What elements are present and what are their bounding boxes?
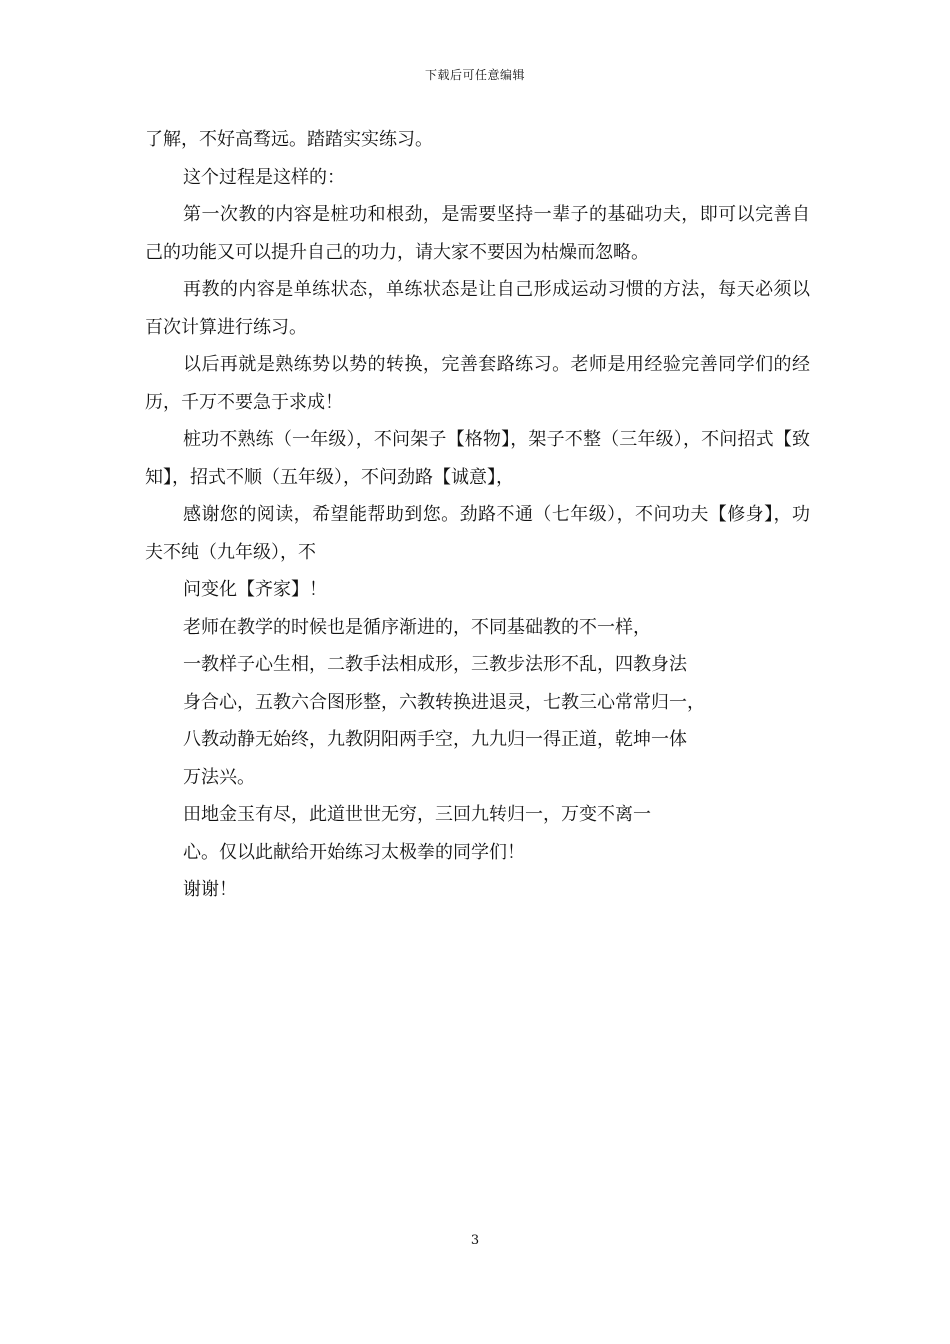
page-number: 3 xyxy=(470,1233,480,1248)
paragraph: 第一次教的内容是桩功和根劲，是需要坚持一辈子的基础功夫，即可以完善自己的功能又可以提升自己的功力，请大家不要因为枯燥而忽略。 xyxy=(145,204,810,263)
line: 心。仅以此献给开始练习太极拳的同学们！ xyxy=(183,841,525,863)
paragraph: 以后再就是熟练势以势的转换，完善套路练习。老师是用经验完善同学们的经历，千万不要急于求成！ xyxy=(145,354,810,413)
paragraph: 再教的内容是单练状态，单练状态是让自己形成运动习惯的方法，每天必须以百次计算进行练习。 xyxy=(145,279,810,338)
line: 万法兴。 xyxy=(183,766,255,788)
document-body xyxy=(145,121,810,909)
line: 一教样子心生相，二教手法相成形，三教步法形不乱，四教身法 xyxy=(183,654,687,675)
paragraph: 了解，不好高骛远。踏踏实实练习。 xyxy=(145,129,433,150)
line: 八教动静无始终，九教阴阳两手空，九九归一得正道，乾坤一体 xyxy=(183,729,687,750)
line: 谢谢！ xyxy=(183,879,237,900)
line: 身合心，五教六合图形整，六教转换进退灵，七教三心常常归一， xyxy=(183,691,705,713)
line: 问变化【齐家】！ xyxy=(183,579,327,600)
paragraph: 感谢您的阅读，希望能帮助到您。劲路不通（七年级），不问功夫【修身】，功夫不纯（九年级），不 xyxy=(145,504,810,563)
line: 老师在教学的时候也是循序渐进的，不同基础教的不一样， xyxy=(183,616,651,638)
paragraph: 桩功不熟练（一年级），不问架子【格物】，架子不整（三年级），不问招式【致知】，招式不顺（五年级），不问劲路【诚意】， xyxy=(145,429,810,488)
paragraph: 这个过程是这样的： xyxy=(183,166,345,188)
line: 田地金玉有尽，此道世世无穷，三回九转归一，万变不离一 xyxy=(183,804,651,825)
page-header: 下载后可任意编辑 xyxy=(424,68,525,82)
